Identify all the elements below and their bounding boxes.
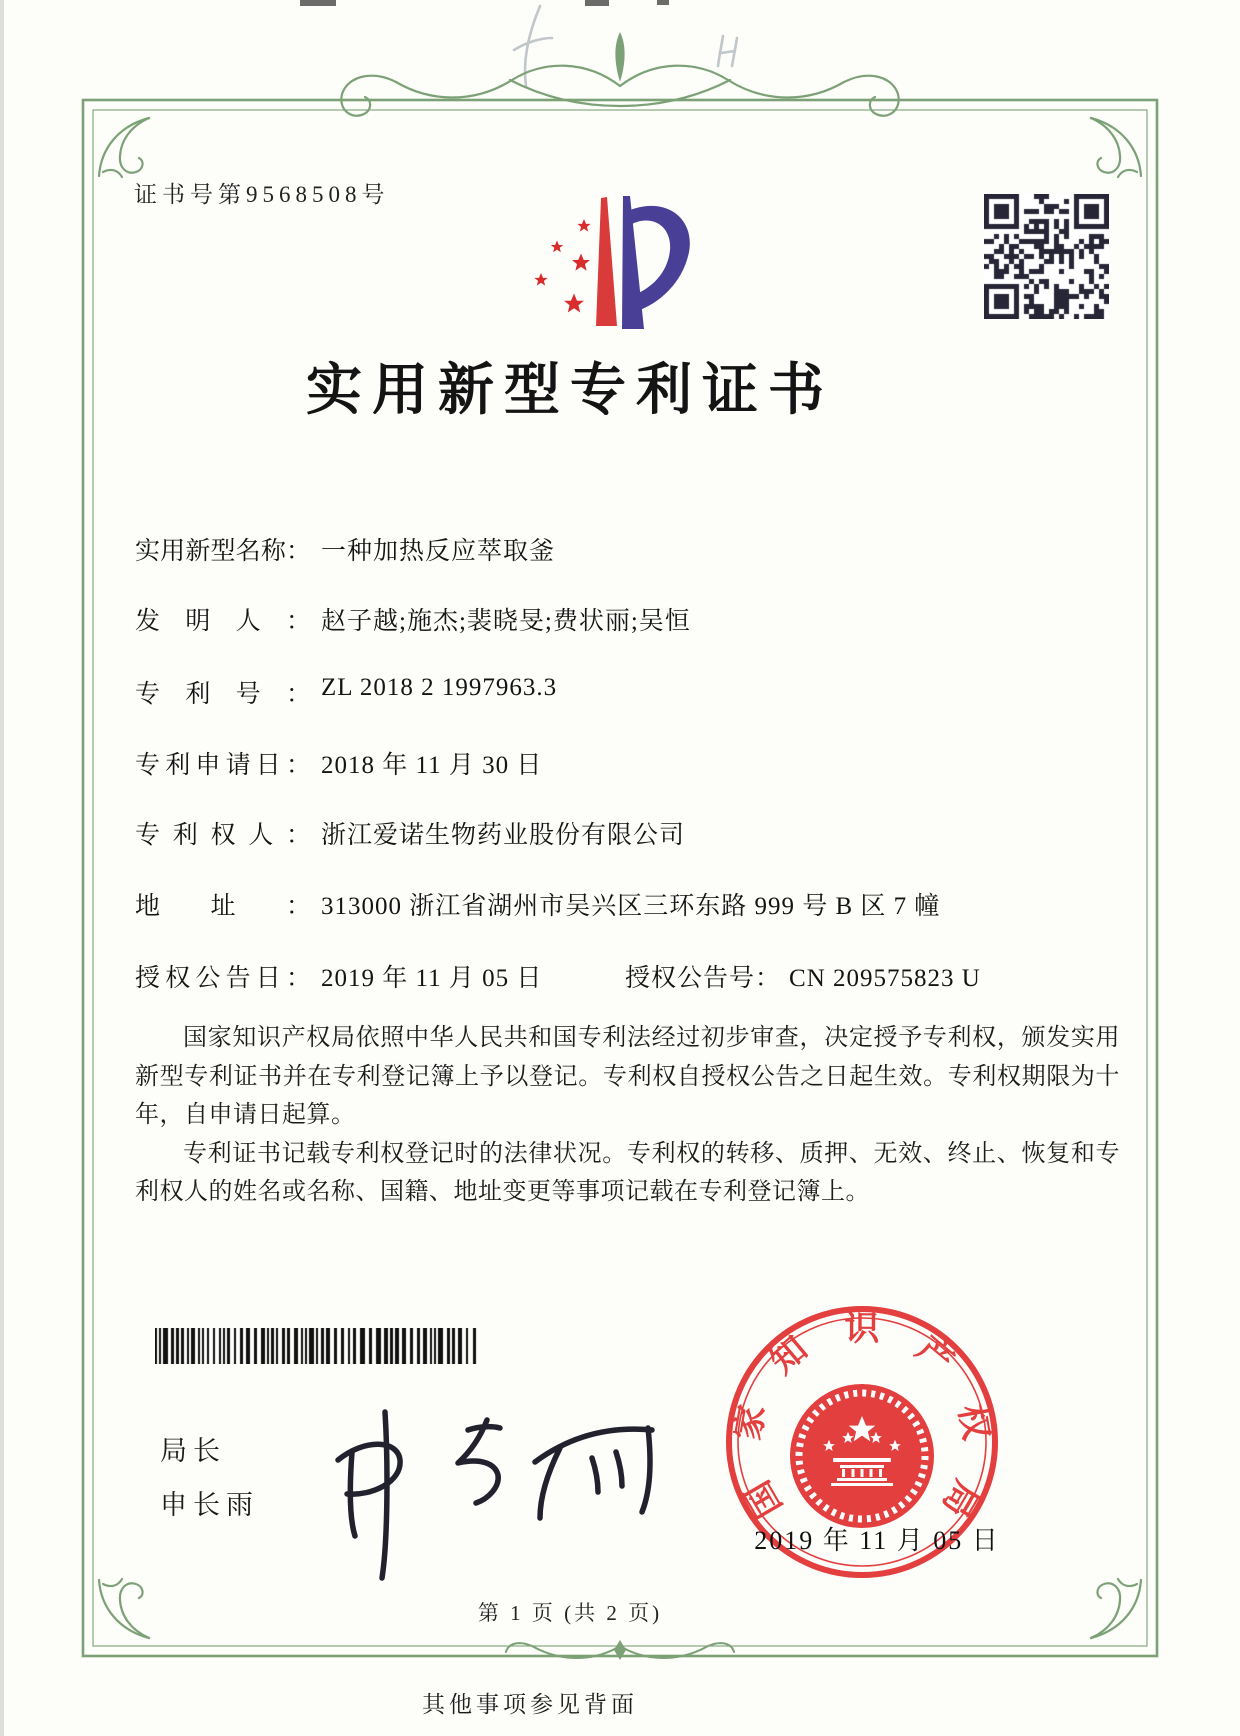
seal-date: 2019 年 11 月 05 日 [754, 1526, 1000, 1555]
field-patent-number [135, 674, 557, 710]
field-label: 实用新型名称： [135, 538, 311, 565]
field-value: 一种加热反应萃取釜 [321, 538, 556, 565]
cnipa-logo-icon [534, 196, 689, 329]
field-label: 专利申请日： [135, 752, 311, 779]
body-text [135, 1019, 1120, 1212]
signer-name: 申长雨 [160, 1490, 259, 1520]
barcode-icon [155, 1328, 477, 1364]
commissioner-signature [338, 1412, 652, 1578]
field-label: 授权公告号： [625, 965, 782, 992]
top-ornament [341, 32, 898, 116]
field-value: CN 209575823 U [789, 965, 981, 992]
field-label: 地址： [135, 893, 311, 920]
field-value: 313000 浙江省湖州市吴兴区三环东路 999 号 B 区 7 幢 [321, 893, 941, 920]
field-value: ZL 2018 2 1997963.3 [321, 674, 558, 701]
field-value: 浙江爱诺生物药业股份有限公司 [321, 822, 686, 849]
scan-edge [0, 0, 4, 1736]
field-value: 2018 年 11 月 30 日 [321, 752, 543, 779]
field-grant-number [625, 958, 981, 994]
field-grant-date [135, 958, 542, 994]
paragraph-grant-statement: 国家知识产权局依照中华人民共和国专利法经过初步审查，决定授予专利权，颁发实用新型专利证书并在专利登记簿上予以登记。专利权自授权公告之日起生效。专利权期限为十年，自申请日起算。 [135, 1025, 1120, 1128]
field-inventors [135, 601, 691, 637]
field-label: 专利号： [135, 681, 311, 708]
field-label: 发明人： [135, 608, 311, 635]
field-utility-model-name [135, 531, 555, 567]
seal-emblem [790, 1384, 934, 1528]
certificate-number: 证书号第9568508号 [134, 182, 390, 207]
field-value: 2019 年 11 月 05 日 [321, 965, 543, 992]
scan-smudges [300, 0, 669, 6]
field-value: 赵子越;施杰;裴晓旻;费状丽;吴恒 [321, 608, 691, 635]
pencil-marks [514, 6, 737, 86]
field-address [135, 886, 940, 922]
field-label: 专利权人： [135, 822, 311, 849]
field-patentee [135, 815, 685, 851]
certificate-title: 实用新型专利证书 [306, 360, 834, 422]
seal-ring-text: 国家知识产权局 [727, 1308, 997, 1525]
paragraph-register-statement: 专利证书记载专利权登记时的法律状况。专利权的转移、质押、无效、终止、恢复和专利权人的姓名或名称、国籍、地址变更等事项记载在专利登记簿上。 [135, 1140, 1120, 1205]
signer-title: 局长 [160, 1436, 226, 1466]
field-label: 授权公告日： [135, 965, 311, 992]
field-filing-date [135, 745, 542, 781]
back-note: 其他事项参见背面 [422, 1692, 638, 1717]
qr-code-icon [984, 194, 1109, 319]
bottom-ornament [506, 1640, 734, 1660]
page-footer: 第 1 页 (共 2 页) [477, 1601, 663, 1625]
